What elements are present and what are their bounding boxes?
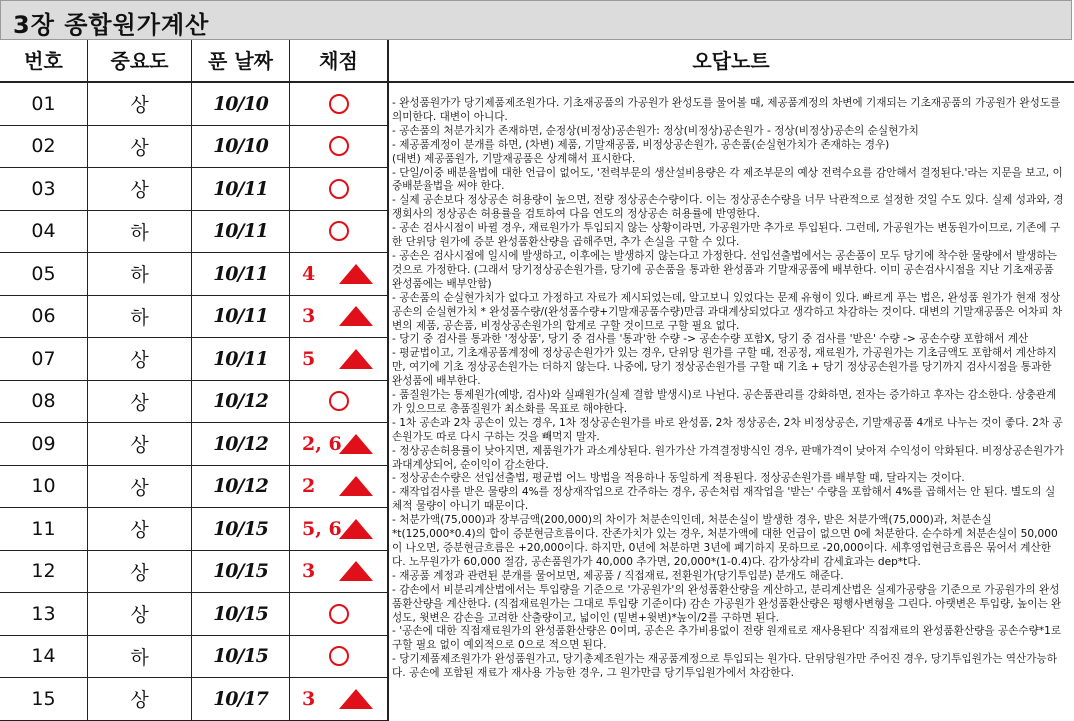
- wrong-question-label: 3: [302, 305, 316, 328]
- note-line: - 평균법이고, 기초재공품계정에 정상공손원가가 있는 경우, 단위당 원가를 구할 때, 전공정, 재료원가, 가공원가는 기초금액도 포함해서 계산하지만, 여기에 기초 정상공손원가는 더하지 않는다. 나중에, 당기 정상공손원가를 구할 때 기초 + 당기 정상공손원가를 당기까지 검사시점을 통과한 완성품에 배부한다.: [392, 347, 1057, 388]
- row-importance: 상: [88, 678, 192, 720]
- table-row: [0, 296, 388, 339]
- row-date: 10/10: [192, 83, 290, 125]
- row-importance: 하: [88, 253, 192, 295]
- correct-circle-icon: [329, 94, 349, 114]
- row-number: 03: [0, 168, 88, 210]
- row-grade: [290, 83, 388, 125]
- row-grade: [290, 126, 388, 168]
- wrong-question-label: 5, 6: [302, 517, 342, 540]
- note-line: - 감손에서 비분리계산법에서는 투입량을 기준으로 '가공원가'의 완성품환산량을 계산하고, 분리계산법은 실제가공량을 기준으로 가공원가의 완성품환산량을 계산한다. (직접재료원가는 그대로 투입량 기준이다) 감손 가공원가 완성품환산량은 평행사변형을 그린다. 아랫변은 투입량, 높이는 완성도, 윗변은 감손을 고려한 산출량이고, 넓이인 (밑변+윗변)*높이/2를 구하면 된다.: [392, 583, 1062, 624]
- wrong-question-label: 2, 6: [302, 432, 342, 455]
- correct-circle-icon: [329, 391, 349, 411]
- row-date: 10/15: [192, 508, 290, 550]
- row-importance: 상: [88, 423, 192, 465]
- note-line: - 재작업검사를 받은 물량의 4%를 정상재작업으로 간주하는 경우, 공손처럼 재작업을 '받는' 수량을 포함해서 4%를 곱해서는 안 된다. 별도의 실체적 물량이 아니기 때문이다.: [392, 486, 1056, 513]
- note-line: - 재공품 계정과 관련된 분개를 물어보면, 제공품 / 직접재료, 전환원가(당기투입분) 분개도 해준다.: [392, 569, 844, 582]
- table-row: [0, 211, 388, 254]
- note-line: - 공손은 검사시점에 일시에 발생하고, 이후에는 발생하지 않는다고 가정한다. 선입선출법에서는 공손품이 모두 당기에 착수한 물량에서 발생하는 것으로 가정한다. (그래서 당기정상공손원가를, 당기에 공손품을 통과한 완성품과 기말재공품에 배부한다. 이미 공손검사시점을 지난 기초재공품 완성품에는 배부안함): [392, 249, 1057, 290]
- note-line: - 정상공손허용률이 낮아지면, 제품원가가 과소계상된다. 원가가산 가격결정방식인 경우, 판매가격이 낮아져 수익성이 악화된다. 비정상공손원가가 과대계상되어, 순이익이 감소한다.: [392, 444, 1064, 471]
- row-date: 10/11: [192, 168, 290, 210]
- table-row: [0, 168, 388, 211]
- note-line: - 처분가액(75,000)과 장부금액(200,000)의 차이가 처분손익인데, 처분손실이 발생한 경우, 받은 처분가액(75,000)과, 처분손실: [392, 514, 992, 527]
- note-line: - 공손품의 순실현가치가 없다고 가정하고 자료가 제시되었는데, 알고보니 있었다는 문제 유형이 있다. 빠르게 푸는 법은, 완성품 원가가 현재 정상공손의 순실현가치 * 완성품수량/(완성품수량+기말재공품수량)만큼 과대계상되었다고 생각하고 차감하는 것이다. 대변의 기말재공품은 어차피 차변의 제품, 공손품, 비정상공손원가의 합계로 구할 것이므로 구할 필요 없다.: [392, 291, 1063, 332]
- wrong-question-label: 2: [302, 475, 316, 498]
- correct-circle-icon: [329, 604, 349, 624]
- wrong-question-label: 4: [302, 262, 316, 285]
- note-line: *t(125,000*0.4)의 합이 증분현금흐름이다. 잔존가치가 있는 경우, 처분가액에 대한 언급이 없으면 0에 처분한다. 순수하게 처분손실이 50,000이 나오면, 증분현금흐름은 +20,000이다. 하지만, 0년에 처분하면 3년에 폐기하지 못하므로 -20,000이다. 세후영업현금흐름은 묶어서 계산한다. 노무원가가 60,000 절감, 공손품원가가 40,000 추가면, 20,000*(1-0.4)다. 감가상각비 감세효과는 dep*t다.: [392, 528, 1058, 568]
- table-row: [0, 678, 388, 721]
- row-grade: [290, 338, 388, 380]
- note-line: - 실제 공손보다 정상공손 허용량이 높으면, 전량 정상공손수량이다. 이는 정상공손수량을 너무 낙관적으로 설정한 것일 수도 있다. 실제 성과와, 경쟁회사의 정상공손 허용률을 검토하여 다음 연도의 정상공손 허용률에 반영한다.: [392, 194, 1064, 221]
- row-importance: 상: [88, 593, 192, 635]
- correct-circle-icon: [329, 136, 349, 156]
- row-date: 10/15: [192, 593, 290, 635]
- header-date: 푼 날짜: [192, 40, 290, 82]
- note-line: - 공손품의 처분가치가 존재하면, 순정상(비정상)공손원가: 정상(비정상)공손원가 - 정상(비정상)공손의 순실현가치: [392, 124, 919, 137]
- correct-circle-icon: [329, 221, 349, 241]
- correct-circle-icon: [329, 179, 349, 199]
- row-importance: 상: [88, 126, 192, 168]
- header-notes: 오답노트: [692, 49, 770, 73]
- row-number: 11: [0, 508, 88, 550]
- header-grading: 채점: [290, 40, 388, 82]
- note-line: (대변) 제공품원가, 기말재공품은 상계해서 표시한다.: [392, 152, 636, 165]
- row-importance: 상: [88, 381, 192, 423]
- note-line: - 단일/이중 배분율법에 대한 언급이 없어도, '전력부문의 생산설비용량은 각 제조부문의 예상 전력수요를 감안해서 결정된다.'라는 지문을 보고, 이중배분율법을 써야 한다.: [392, 166, 1063, 193]
- row-importance: 하: [88, 211, 192, 253]
- row-importance: 하: [88, 296, 192, 338]
- note-line: - '공손에 대한 직접재료원가의 완성품환산량은 0이며, 공손은 추가비용없이 전량 원재료로 재사용된다' 직접재료의 완성품환산량을 공손수량*1로 구할 필요 없이 예외적으로 0으로 적으면 된다.: [392, 625, 1062, 652]
- partial-triangle-icon: [339, 434, 373, 454]
- row-number: 13: [0, 593, 88, 635]
- row-grade: [290, 211, 388, 253]
- wrong-question-label: 5: [302, 347, 316, 370]
- row-grade: [290, 168, 388, 210]
- partial-triangle-icon: [339, 689, 373, 709]
- row-number: 15: [0, 678, 88, 720]
- table-row: [0, 253, 388, 296]
- table-row: [0, 338, 388, 381]
- row-number: 05: [0, 253, 88, 295]
- row-date: 10/11: [192, 211, 290, 253]
- row-grade: [290, 593, 388, 635]
- row-importance: 상: [88, 508, 192, 550]
- wrong-question-label: 3: [302, 687, 316, 710]
- row-number: 09: [0, 423, 88, 465]
- row-importance: 상: [88, 168, 192, 210]
- note-line: - 당기 중 검사를 통과한 '정상품', 당기 중 검사를 '통과'한 수량 -> 공손수량 포함X, 당기 중 검사를 '받은' 수량 -> 공손수량 포함해서 계산: [392, 333, 1029, 346]
- row-importance: 하: [88, 636, 192, 678]
- row-date: 10/10: [192, 126, 290, 168]
- row-number: 10: [0, 466, 88, 508]
- partial-triangle-icon: [339, 476, 373, 496]
- row-date: 10/15: [192, 636, 290, 678]
- row-grade: [290, 466, 388, 508]
- row-grade: [290, 508, 388, 550]
- row-date: 10/17: [192, 678, 290, 720]
- table-row: [0, 593, 388, 636]
- row-grade: [290, 423, 388, 465]
- row-importance: 상: [88, 551, 192, 593]
- row-number: 06: [0, 296, 88, 338]
- row-importance: 상: [88, 83, 192, 125]
- note-line: - 정상공손수량은 선입선출법, 평균법 어느 방법을 적용하나 동일하게 적용된다. 정상공손원가를 배부할 때, 달라지는 것이다.: [392, 472, 965, 485]
- row-date: 10/12: [192, 381, 290, 423]
- header-number: 번호: [0, 40, 88, 82]
- row-date: 10/15: [192, 551, 290, 593]
- row-number: 02: [0, 126, 88, 168]
- row-number: 01: [0, 83, 88, 125]
- note-line: - 당기제품제조원가가 완성품원가고, 당기총제조원가는 재공품계정으로 투입되는 원가다. 단위당원가만 주어진 경우, 당기투입원가는 역산가능하다. 공손에 포함된 재료가 재사용 가능한 경우, 그 원가만큼 당기투입원가에서 차감한다.: [392, 653, 1057, 680]
- table-row: [0, 466, 388, 509]
- row-number: 07: [0, 338, 88, 380]
- table-header: [0, 40, 1074, 82]
- partial-triangle-icon: [339, 561, 373, 581]
- row-grade: [290, 253, 388, 295]
- row-importance: 상: [88, 338, 192, 380]
- table-row: [0, 551, 388, 594]
- row-grade: [290, 678, 388, 720]
- header-importance: 중요도: [88, 40, 192, 82]
- row-grade: [290, 296, 388, 338]
- row-date: 10/12: [192, 466, 290, 508]
- row-grade: [290, 636, 388, 678]
- note-line: - 공손 검사시점이 바뀔 경우, 재료원가가 투입되지 않는 상황이라면, 가공원가만 추가로 투입된다. 그런데, 가공원가는 변동원가이므로, 기존에 구한 단위당 원가에 증분 완성품환산량을 곱해주면, 추가 손실을 구할 수 있다.: [392, 222, 1061, 249]
- note-line: - 1차 공손과 2차 공손이 있는 경우, 1차 정상공손원가를 바로 완성품, 2차 정상공손, 2차 비정상공손, 기말재공품 4개로 나누는 것이 좋다. 2차 공손원가도 따로 다시 구하는 것을 빼먹지 말자.: [392, 416, 1063, 443]
- row-importance: 상: [88, 466, 192, 508]
- title-bar: [0, 0, 1072, 40]
- row-number: 12: [0, 551, 88, 593]
- partial-triangle-icon: [339, 349, 373, 369]
- table-row: [0, 508, 388, 551]
- partial-triangle-icon: [339, 306, 373, 326]
- table-row: [0, 423, 388, 466]
- row-date: 10/11: [192, 296, 290, 338]
- table-row: [0, 83, 388, 126]
- row-date: 10/12: [192, 423, 290, 465]
- row-number: 04: [0, 211, 88, 253]
- note-line: - 제공품계정이 분개를 하면, (차변) 제품, 기말재공품, 비정상공손원가, 공손품(순실현가치가 존재하는 경우): [392, 138, 890, 151]
- table-row: [0, 381, 388, 424]
- row-grade: [290, 551, 388, 593]
- wrong-question-label: 3: [302, 560, 316, 583]
- partial-triangle-icon: [339, 264, 373, 284]
- row-date: 10/11: [192, 253, 290, 295]
- wrong-answer-notes: [392, 97, 1064, 681]
- note-line: - 품질원가는 통제원가(예방, 검사)와 실패원가(실제 결함 발생시)로 나뉜다. 공손품관리를 강화하면, 전자는 증가하고 후자는 감소한다. 상충관계가 있으므로 총품질원가 최소화를 목표로 해야한다.: [392, 389, 1057, 415]
- table-row: [0, 636, 388, 679]
- score-table: [0, 83, 388, 721]
- note-line: - 완성품원가가 당기제품제조원가다. 기초재공품의 가공원가 완성도를 물어볼 때, 제공품계정의 차변에 기재되는 기초재공품의 가공원가 완성도를 의미한다. 대변이 아니다.: [392, 97, 1061, 123]
- row-date: 10/11: [192, 338, 290, 380]
- page-title: 3장 종합원가계산: [13, 11, 210, 39]
- row-grade: [290, 381, 388, 423]
- row-number: 14: [0, 636, 88, 678]
- table-row: [0, 126, 388, 169]
- correct-circle-icon: [329, 646, 349, 666]
- partial-triangle-icon: [339, 519, 373, 539]
- row-number: 08: [0, 381, 88, 423]
